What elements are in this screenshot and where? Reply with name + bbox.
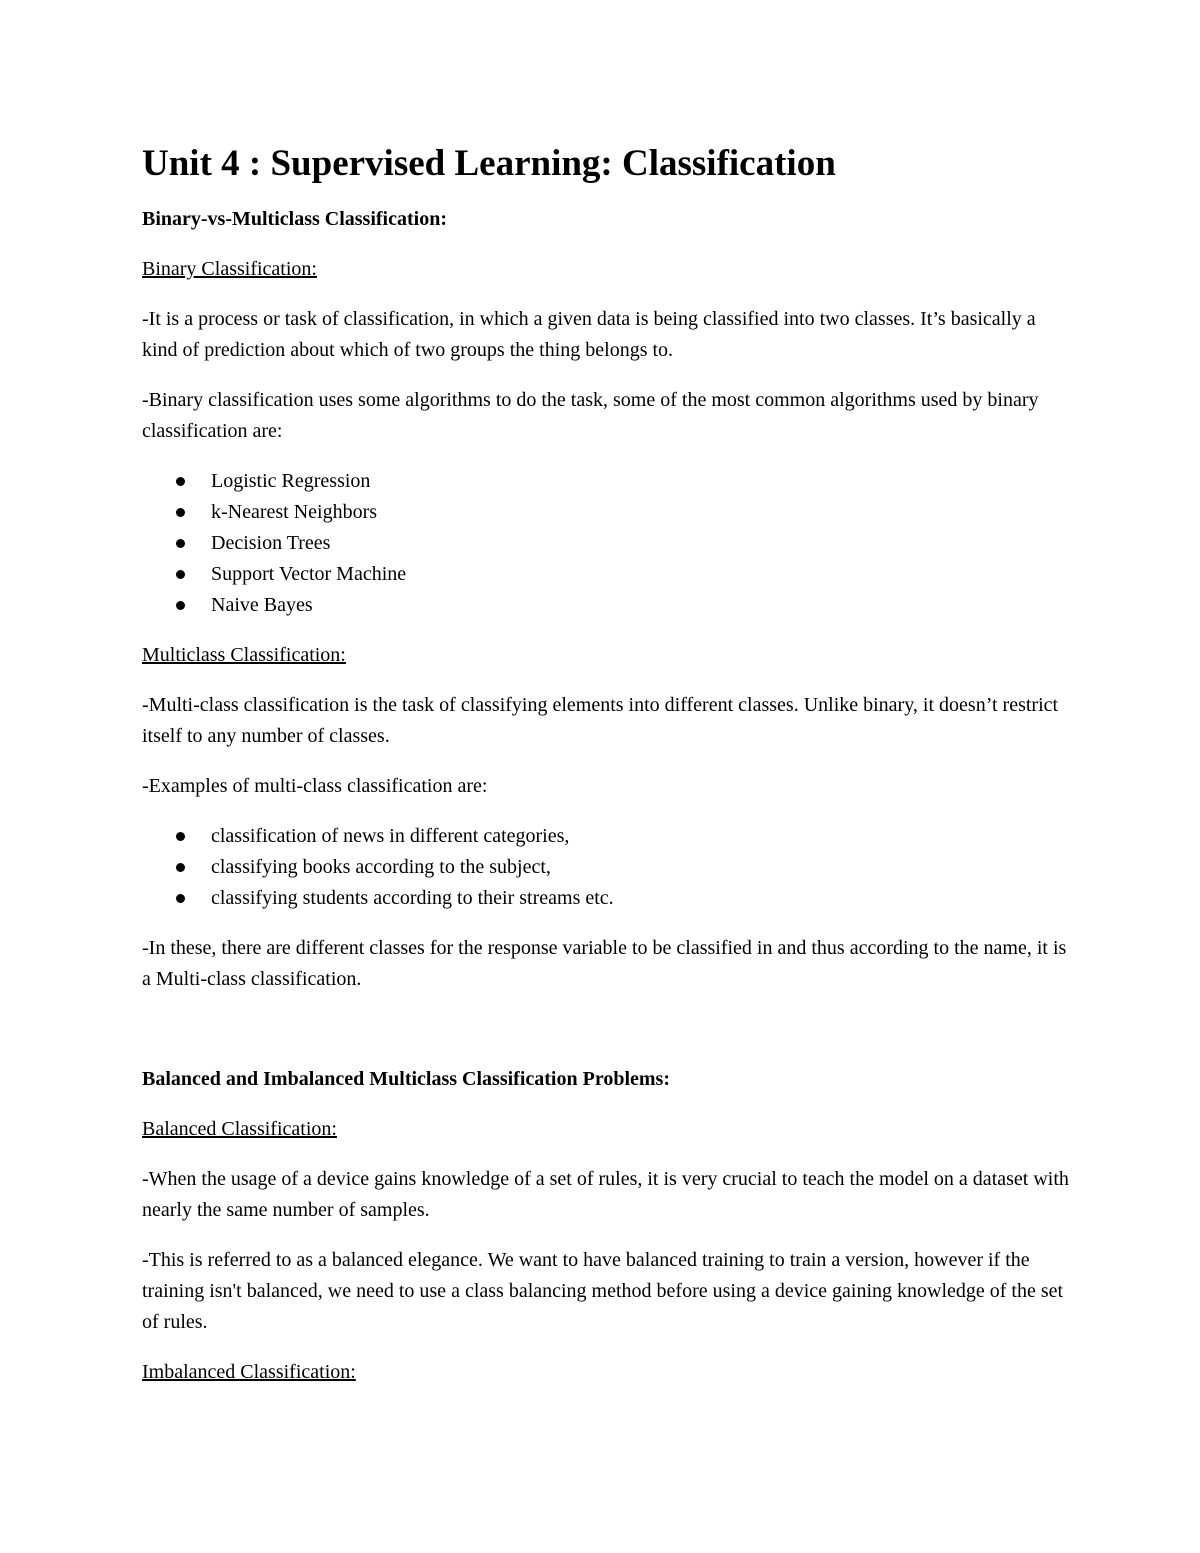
blank-line — [142, 1014, 1072, 1064]
document-page — [142, 140, 1072, 1407]
multiclass-examples-list — [142, 821, 1072, 914]
list-item-text: classifying books according to the subject, — [211, 856, 551, 878]
list-item-text: Logistic Regression — [211, 470, 371, 492]
paragraph: -Examples of multi-class classification are: — [142, 775, 488, 797]
subheading-binary-classification: Binary Classification: — [142, 258, 317, 280]
binary-algorithms-list — [142, 466, 1072, 621]
bullet-icon — [176, 539, 185, 548]
section-heading-binary-vs-multiclass: Binary-vs-Multiclass Classification: — [142, 208, 447, 230]
paragraph: -Binary classification uses some algorithms to do the task, some of the most common algorithms used by binary classification are: — [142, 389, 1039, 442]
list-item — [142, 590, 1072, 621]
bullet-icon — [176, 601, 185, 610]
list-item — [142, 528, 1072, 559]
list-item-text: Decision Trees — [211, 532, 331, 554]
bullet-icon — [176, 477, 185, 486]
list-item — [142, 821, 1072, 852]
list-item — [142, 883, 1072, 914]
list-item — [142, 852, 1072, 883]
list-item-text: Support Vector Machine — [211, 563, 407, 585]
section-heading-balanced-imbalanced: Balanced and Imbalanced Multiclass Classification Problems: — [142, 1068, 670, 1090]
paragraph: -It is a process or task of classification, in which a given data is being classified into two classes. It’s basically a kind of prediction about which of two groups the thing belongs to. — [142, 308, 1036, 361]
bullet-icon — [176, 894, 185, 903]
list-item — [142, 466, 1072, 497]
paragraph: -In these, there are different classes for the response variable to be classified in and thus according to the name, it is a Multi-class classification. — [142, 937, 1067, 990]
list-item-text: Naive Bayes — [211, 594, 313, 616]
list-item-text: classification of news in different categories, — [211, 825, 570, 847]
list-item-text: k-Nearest Neighbors — [211, 501, 378, 523]
list-item — [142, 497, 1072, 528]
subheading-multiclass-classification: Multiclass Classification: — [142, 644, 346, 666]
paragraph: -Multi-class classification is the task of classifying elements into different classes. Unlike binary, it doesn’t restrict itself to any number of classes. — [142, 694, 1059, 747]
bullet-icon — [176, 508, 185, 517]
bullet-icon — [176, 863, 185, 872]
subheading-balanced-classification: Balanced Classification: — [142, 1118, 337, 1140]
subheading-imbalanced-classification: Imbalanced Classification: — [142, 1361, 356, 1383]
list-item-text: classifying students according to their streams etc. — [211, 887, 614, 909]
bullet-icon — [176, 832, 185, 841]
list-item — [142, 559, 1072, 590]
bullet-icon — [176, 570, 185, 579]
paragraph: -When the usage of a device gains knowledge of a set of rules, it is very crucial to teach the model on a dataset with nearly the same number of samples. — [142, 1168, 1069, 1221]
paragraph: -This is referred to as a balanced elegance. We want to have balanced training to train a version, however if the training isn't balanced, we need to use a class balancing method before using a device gaining knowledge of the set of rules. — [142, 1249, 1064, 1333]
page-title: Unit 4 : Supervised Learning: Classification — [142, 143, 836, 184]
